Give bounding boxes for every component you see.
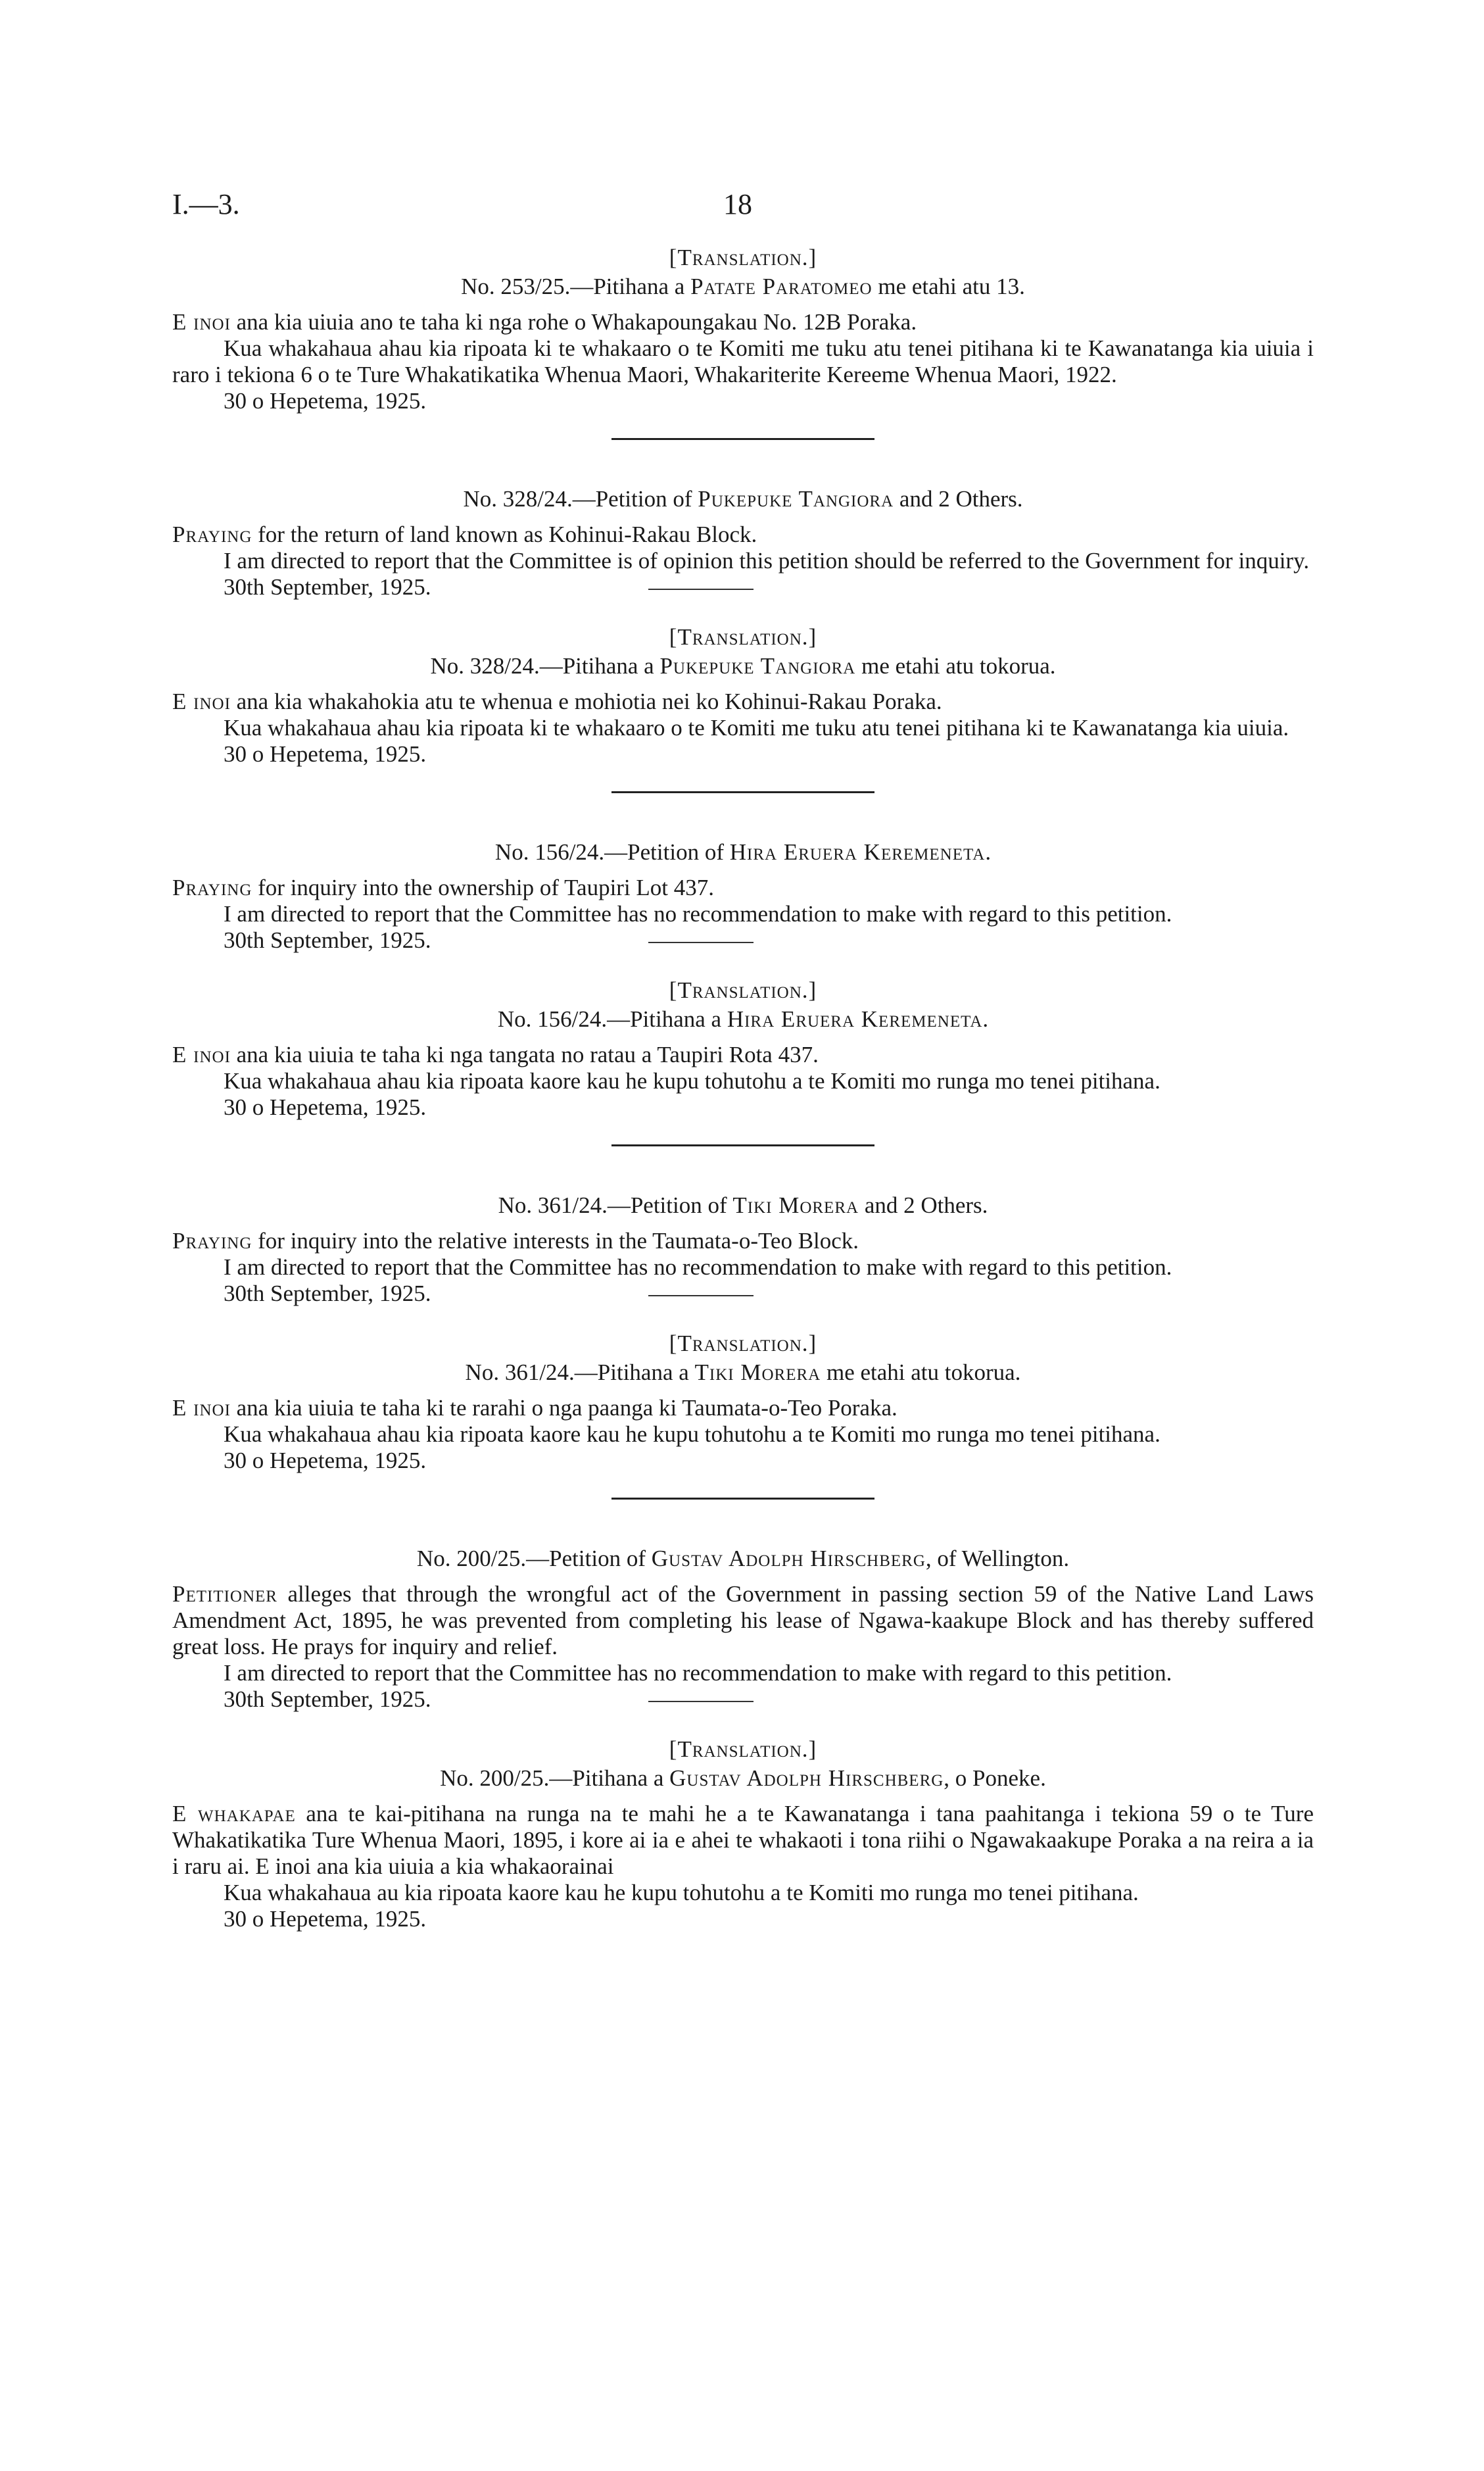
petition-156-24 (172, 839, 1314, 954)
petitioner-name: Hira Eruera Keremeneta (729, 839, 986, 865)
petition-361-24 (172, 1192, 1314, 1307)
heading-suffix: and 2 Others. (859, 1192, 988, 1218)
petitioner-name: Tiki Morera (732, 1192, 859, 1218)
prayer-text: ana kia uiuia te taha ki nga tangata no ratau a Taupiri Rota 437. (230, 1042, 819, 1067)
report-paragraph: I am directed to report that the Committee has no recommendation to make with regard to this petition. (224, 901, 1172, 927)
report-date (172, 1094, 1314, 1121)
report-date (172, 1448, 1314, 1474)
report-date (172, 1906, 1314, 1932)
date-text: 30 o Hepetema, 1925. (224, 741, 427, 767)
heading-number: No. 156/24.—Pitihana a (497, 1006, 727, 1032)
heading-number: No. 200/25.—Petition of (416, 1546, 652, 1571)
prayer-paragraph (172, 1228, 1314, 1254)
date-text: 30 o Hepetema, 1925. (224, 1094, 427, 1120)
petition-heading (172, 653, 1314, 679)
prayer-text: ana kia uiuia te taha ki te rarahi o nga paanga ki Taumata-o-Teo Poraka. (230, 1395, 898, 1421)
short-rule (648, 1701, 754, 1702)
translation-label: [Translation.] (669, 977, 817, 1003)
heading-suffix: me etahi atu tokorua. (821, 1359, 1021, 1385)
report-date (172, 1686, 1314, 1713)
section-divider (611, 438, 874, 440)
date-text: 30th September, 1925. (224, 1686, 431, 1712)
prayer-paragraph (172, 689, 1314, 715)
petition-heading (172, 1359, 1314, 1386)
section-divider (611, 791, 874, 793)
page-number: 18 (723, 188, 752, 220)
lead-word: E inoi (172, 309, 231, 335)
date-text: 30 o Hepetema, 1925. (224, 1448, 427, 1473)
heading-number: No. 361/24.—Petition of (498, 1192, 733, 1218)
petitioner-name: Hira Eruera Keremeneta (727, 1006, 983, 1032)
date-text: 30th September, 1925. (224, 1281, 431, 1306)
lead-word: E inoi (172, 1042, 231, 1067)
prayer-text: for the return of land known as Kohinui-Rakau Block. (252, 522, 757, 547)
petition-heading (172, 486, 1314, 512)
date-text: 30th September, 1925. (224, 574, 431, 600)
petition-heading (172, 1006, 1314, 1033)
prayer-paragraph (172, 1395, 1314, 1421)
petitions-content (172, 245, 1314, 1932)
petition-328-24-translation (172, 624, 1314, 768)
lead-word: E inoi (172, 1395, 231, 1421)
petition-253-25-translation (172, 245, 1314, 414)
report-date (172, 927, 1314, 954)
petitioner-name: Gustav Adolph Hirschberg (651, 1546, 926, 1571)
report-paragraph: Kua whakahaua ahau kia ripoata kaore kau he kupu tohutohu a te Komiti mo runga mo tenei pitihana. (224, 1068, 1161, 1094)
petition-heading (172, 1765, 1314, 1792)
translation-label: [Translation.] (669, 1331, 817, 1356)
petition-361-24-translation (172, 1331, 1314, 1474)
report-paragraph: Kua whakahaua ahau kia ripoata kaore kau he kupu tohutohu a te Komiti mo runga mo tenei pitihana. (224, 1421, 1161, 1447)
report-date (172, 388, 1314, 414)
heading-suffix: . (982, 1006, 989, 1032)
prayer-text: ana kia whakahokia atu te whenua e mohiotia nei ko Kohinui-Rakau Poraka. (230, 689, 942, 714)
prayer-text: for inquiry into the relative interests in the Taumata-o-Teo Block. (252, 1228, 859, 1254)
section-divider (611, 1498, 874, 1500)
heading-suffix: me etahi atu tokorua. (855, 653, 1056, 679)
prayer-paragraph (172, 875, 1314, 901)
page-header (172, 187, 1314, 227)
translation-label: [Translation.] (669, 245, 817, 270)
report-paragraph: Kua whakahaua au kia ripoata kaore kau he kupu tohutohu a te Komiti mo runga mo tenei pitihana. (224, 1880, 1139, 1905)
lead-word: Praying (172, 522, 252, 547)
report-paragraph: Kua whakahaua ahau kia ripoata ki te whakaaro o te Komiti me tuku atu tenei pitihana ki te Kawanatanga kia uiuia. (224, 715, 1289, 741)
prayer-paragraph (172, 522, 1314, 548)
date-text: 30 o Hepetema, 1925. (224, 1906, 427, 1932)
short-rule (648, 589, 754, 590)
petition-heading (172, 274, 1314, 300)
petitioner-name: Pukepuke Tangiora (698, 486, 894, 512)
report-date (172, 574, 1314, 600)
prayer-text: alleges that through the wrongful act of the Government in passing section 59 of the Native Land Laws Amendment Act, 1895, he was prevented from completing his lease of Ngawa-kaakupe Block and has thereby suffered great loss. He prays for inquiry and relief. (172, 1581, 1314, 1659)
prayer-paragraph (172, 1042, 1314, 1068)
lead-word: Praying (172, 1228, 252, 1254)
petitioner-name: Tiki Morera (694, 1359, 821, 1385)
prayer-text: ana te kai-pitihana na runga na te mahi he a te Kawanatanga i tana paahitanga i tekiona 59 o te Ture Whakatikatika Ture Whenua Maori, 1895, i kore ai ia e ahei te whakaoti i tona riihi o Ngawakaakupe Poraka a na reira a ia i raru ai. E inoi ana kia uiuia a kia whakaorainai (172, 1801, 1314, 1879)
date-text: 30th September, 1925. (224, 927, 431, 953)
short-rule (648, 1295, 754, 1296)
lead-word: E whakapae (172, 1801, 296, 1826)
lead-word: Petitioner (172, 1581, 277, 1607)
petitioner-name: Gustav Adolph Hirschberg (669, 1765, 944, 1791)
heading-number: No. 361/24.—Pitihana a (465, 1359, 695, 1385)
heading-suffix: me etahi atu 13. (872, 274, 1025, 299)
prayer-text: ana kia uiuia ano te taha ki nga rohe o Whakapoungakau No. 12B Poraka. (230, 309, 917, 335)
heading-suffix: and 2 Others. (894, 486, 1023, 512)
petition-156-24-translation (172, 977, 1314, 1121)
heading-number: No. 253/25.—Pitihana a (461, 274, 691, 299)
date-text: 30 o Hepetema, 1925. (224, 388, 427, 414)
translation-label: [Translation.] (669, 1736, 817, 1762)
allegation-paragraph (172, 1801, 1314, 1880)
petition-heading (172, 1546, 1314, 1572)
short-rule (648, 942, 754, 943)
report-paragraph: I am directed to report that the Committee has no recommendation to make with regard to this petition. (224, 1254, 1172, 1280)
petitioner-name: Patate Paratomeo (690, 274, 873, 299)
lead-word: Praying (172, 875, 252, 900)
section-divider (611, 1144, 874, 1146)
report-paragraph: Kua whakahaua ahau kia ripoata ki te whakaaro o te Komiti me tuku atu tenei pitihana ki te Kawanatanga kia uiuia i raro i tekiona 6 o te Ture Whakatikatika Whenua Maori, Whakariterite Kereeme Whenua Maori, 1922. (172, 335, 1314, 387)
heading-suffix: , o Poneke. (944, 1765, 1046, 1791)
petition-328-24 (172, 486, 1314, 600)
report-paragraph: I am directed to report that the Committee has no recommendation to make with regard to this petition. (224, 1660, 1172, 1686)
report-date (172, 1281, 1314, 1307)
petition-200-25-translation (172, 1736, 1314, 1932)
allegation-paragraph (172, 1581, 1314, 1660)
heading-suffix: . (985, 839, 992, 865)
heading-number: No. 156/24.—Petition of (494, 839, 730, 865)
petition-heading (172, 1192, 1314, 1219)
report-date (172, 741, 1314, 768)
petition-heading (172, 839, 1314, 866)
document-reference: I.—3. (172, 188, 240, 220)
heading-suffix: , of Wellington. (925, 1546, 1070, 1571)
heading-number: No. 328/24.—Petition of (463, 486, 698, 512)
petition-200-25 (172, 1546, 1314, 1713)
prayer-text: for inquiry into the ownership of Taupiri Lot 437. (252, 875, 715, 900)
heading-number: No. 328/24.—Pitihana a (430, 653, 660, 679)
petitioner-name: Pukepuke Tangiora (659, 653, 856, 679)
prayer-paragraph (172, 309, 1314, 335)
heading-number: No. 200/25.—Pitihana a (440, 1765, 670, 1791)
report-paragraph: I am directed to report that the Committee is of opinion this petition should be referred to the Government for inquiry. (224, 548, 1310, 574)
translation-label: [Translation.] (669, 624, 817, 650)
lead-word: E inoi (172, 689, 231, 714)
